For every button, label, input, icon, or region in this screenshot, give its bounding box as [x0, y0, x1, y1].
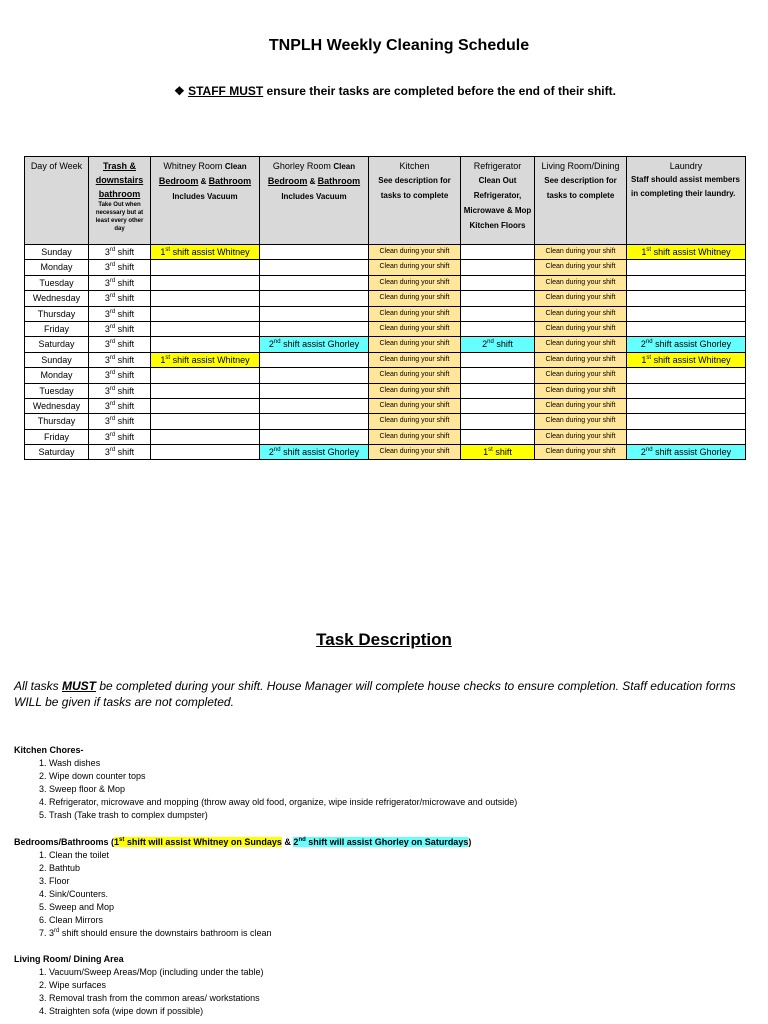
list-item: 4. Straighten sofa (wipe down if possible) — [49, 1005, 263, 1018]
list-item: 1. Clean the toilet — [49, 849, 471, 862]
header-refrigerator: Refrigerator Clean Out Refrigerator, Microwave & Mop Kitchen Floors — [461, 157, 535, 245]
cell-kitchen: Clean during your shift — [369, 445, 461, 460]
cell-kitchen: Clean during your shift — [369, 260, 461, 275]
cell-day: Friday — [25, 321, 89, 336]
cell-trash: 3rd shift — [89, 429, 151, 444]
cell-kitchen: Clean during your shift — [369, 291, 461, 306]
cell-trash: 3rd shift — [89, 321, 151, 336]
cell-whitney — [151, 291, 260, 306]
cell-trash: 3rd shift — [89, 275, 151, 290]
cell-laundry: 1st shift assist Whitney — [627, 245, 746, 260]
table-row — [25, 352, 746, 367]
cell-trash: 3rd shift — [89, 260, 151, 275]
cell-kitchen: Clean during your shift — [369, 352, 461, 367]
cell-ghorley — [260, 245, 369, 260]
list-item: 3. Removal trash from the common areas/ workstations — [49, 992, 263, 1005]
cell-whitney — [151, 337, 260, 352]
cell-laundry — [627, 398, 746, 413]
cell-trash: 3rd shift — [89, 383, 151, 398]
staff-notice — [0, 84, 768, 98]
living-room-heading: Living Room/ Dining Area — [14, 954, 124, 964]
list-item: 3. Sweep floor & Mop — [49, 783, 517, 796]
cell-day: Tuesday — [25, 383, 89, 398]
cell-refrigerator — [461, 306, 535, 321]
table-row — [25, 291, 746, 306]
cell-trash: 3rd shift — [89, 445, 151, 460]
cell-trash: 3rd shift — [89, 368, 151, 383]
cell-trash: 3rd shift — [89, 352, 151, 367]
cell-kitchen: Clean during your shift — [369, 398, 461, 413]
table-row — [25, 306, 746, 321]
cell-whitney — [151, 445, 260, 460]
cell-laundry: 2nd shift assist Ghorley — [627, 337, 746, 352]
cell-kitchen: Clean during your shift — [369, 321, 461, 336]
cell-ghorley — [260, 275, 369, 290]
cell-day: Sunday — [25, 352, 89, 367]
header-living-room: Living Room/Dining See description for tasks to complete — [535, 157, 627, 245]
table-row — [25, 383, 746, 398]
living-room-list — [14, 966, 263, 1018]
cell-day: Friday — [25, 429, 89, 444]
cell-refrigerator — [461, 429, 535, 444]
cell-kitchen: Clean during your shift — [369, 383, 461, 398]
cell-laundry — [627, 260, 746, 275]
cell-whitney — [151, 321, 260, 336]
cell-refrigerator: 2nd shift — [461, 337, 535, 352]
cell-ghorley — [260, 352, 369, 367]
table-row — [25, 245, 746, 260]
table-row — [25, 275, 746, 290]
cell-laundry: 2nd shift assist Ghorley — [627, 445, 746, 460]
cell-day: Saturday — [25, 445, 89, 460]
cell-living: Clean during your shift — [535, 368, 627, 383]
cell-refrigerator — [461, 260, 535, 275]
notice-emphasis: STAFF MUST — [188, 84, 264, 98]
cell-living: Clean during your shift — [535, 352, 627, 367]
cell-refrigerator — [461, 368, 535, 383]
cell-ghorley — [260, 260, 369, 275]
header-whitney: Whitney Room Clean Bedroom & Bathroom Includes Vacuum — [151, 157, 260, 245]
cell-kitchen: Clean during your shift — [369, 368, 461, 383]
cell-trash: 3rd shift — [89, 414, 151, 429]
cell-refrigerator — [461, 275, 535, 290]
saturday-assist-highlight: 2nd shift will assist Ghorley on Saturdays — [293, 837, 469, 847]
cell-laundry — [627, 414, 746, 429]
cell-ghorley — [260, 291, 369, 306]
list-item: 2. Wipe surfaces — [49, 979, 263, 992]
table-row — [25, 260, 746, 275]
kitchen-chores-heading: Kitchen Chores- — [14, 745, 84, 755]
cell-whitney — [151, 414, 260, 429]
cell-whitney — [151, 429, 260, 444]
cell-day: Thursday — [25, 414, 89, 429]
cell-living: Clean during your shift — [535, 245, 627, 260]
list-item: 2. Bathtub — [49, 862, 471, 875]
cell-whitney — [151, 306, 260, 321]
cell-whitney: 1st shift assist Whitney — [151, 352, 260, 367]
cell-day: Monday — [25, 368, 89, 383]
header-kitchen: Kitchen See description for tasks to complete — [369, 157, 461, 245]
cell-refrigerator — [461, 245, 535, 260]
header-day: Day of Week — [25, 157, 89, 245]
list-item: 7. 3rd shift should ensure the downstairs bathroom is clean — [49, 927, 471, 940]
cell-refrigerator — [461, 414, 535, 429]
cell-living: Clean during your shift — [535, 260, 627, 275]
cell-refrigerator — [461, 383, 535, 398]
sunday-assist-highlight: 1st shift will assist Whitney on Sundays — [114, 837, 282, 847]
cell-laundry: 1st shift assist Whitney — [627, 352, 746, 367]
list-item: 3. Floor — [49, 875, 471, 888]
cell-whitney — [151, 383, 260, 398]
cell-ghorley — [260, 368, 369, 383]
list-item: 1. Wash dishes — [49, 757, 517, 770]
cell-ghorley: 2nd shift assist Ghorley — [260, 337, 369, 352]
list-item: 4. Sink/Counters. — [49, 888, 471, 901]
cell-day: Sunday — [25, 245, 89, 260]
cell-refrigerator — [461, 398, 535, 413]
list-item: 6. Clean Mirrors — [49, 914, 471, 927]
cell-refrigerator: 1st shift — [461, 445, 535, 460]
cell-trash: 3rd shift — [89, 245, 151, 260]
cell-trash: 3rd shift — [89, 291, 151, 306]
header-trash: Trash & downstairs bathroom Take Out when necessary but at least every other day — [89, 157, 151, 245]
diamond-bullet-icon: ❖ — [174, 84, 185, 98]
cell-kitchen: Clean during your shift — [369, 337, 461, 352]
table-row — [25, 368, 746, 383]
table-row — [25, 445, 746, 460]
cell-day: Wednesday — [25, 398, 89, 413]
task-description-heading: Task Description — [316, 630, 452, 649]
list-item: 1. Vacuum/Sweep Areas/Mop (including under the table) — [49, 966, 263, 979]
cell-ghorley — [260, 429, 369, 444]
cell-living: Clean during your shift — [535, 414, 627, 429]
table-row — [25, 429, 746, 444]
cell-living: Clean during your shift — [535, 306, 627, 321]
header-ghorley: Ghorley Room Clean Bedroom & Bathroom Includes Vacuum — [260, 157, 369, 245]
cell-day: Saturday — [25, 337, 89, 352]
cell-refrigerator — [461, 291, 535, 306]
cell-kitchen: Clean during your shift — [369, 429, 461, 444]
cell-whitney — [151, 368, 260, 383]
cell-laundry — [627, 321, 746, 336]
cell-kitchen: Clean during your shift — [369, 245, 461, 260]
cell-living: Clean during your shift — [535, 337, 627, 352]
cell-laundry — [627, 291, 746, 306]
cell-laundry — [627, 368, 746, 383]
cell-trash: 3rd shift — [89, 337, 151, 352]
table-row — [25, 337, 746, 352]
bedrooms-section — [14, 836, 471, 940]
table-row — [25, 398, 746, 413]
cell-whitney: 1st shift assist Whitney — [151, 245, 260, 260]
kitchen-chores-list — [14, 757, 517, 822]
table-row — [25, 321, 746, 336]
cell-trash: 3rd shift — [89, 398, 151, 413]
cell-living: Clean during your shift — [535, 445, 627, 460]
cell-living: Clean during your shift — [535, 429, 627, 444]
cell-ghorley — [260, 306, 369, 321]
cell-laundry — [627, 275, 746, 290]
cell-laundry — [627, 383, 746, 398]
cell-ghorley — [260, 414, 369, 429]
cell-day: Wednesday — [25, 291, 89, 306]
cell-kitchen: Clean during your shift — [369, 414, 461, 429]
kitchen-chores-section — [14, 744, 517, 822]
cell-kitchen: Clean during your shift — [369, 306, 461, 321]
cell-trash: 3rd shift — [89, 306, 151, 321]
cell-refrigerator — [461, 352, 535, 367]
cell-living: Clean during your shift — [535, 291, 627, 306]
notice-text: ensure their tasks are completed before the end of their shift. — [263, 84, 616, 98]
cell-living: Clean during your shift — [535, 398, 627, 413]
cell-ghorley — [260, 383, 369, 398]
header-laundry: Laundry Staff should assist members in completing their laundry. — [627, 157, 746, 245]
cell-living: Clean during your shift — [535, 275, 627, 290]
page-title: TNPLH Weekly Cleaning Schedule — [268, 37, 530, 54]
cell-day: Thursday — [25, 306, 89, 321]
cell-ghorley — [260, 321, 369, 336]
cell-laundry — [627, 306, 746, 321]
list-item: 2. Wipe down counter tops — [49, 770, 517, 783]
cell-living: Clean during your shift — [535, 321, 627, 336]
cell-refrigerator — [461, 321, 535, 336]
cell-day: Tuesday — [25, 275, 89, 290]
cell-ghorley: 2nd shift assist Ghorley — [260, 445, 369, 460]
table-header-row — [25, 157, 746, 245]
cell-whitney — [151, 260, 260, 275]
cell-day: Monday — [25, 260, 89, 275]
cell-whitney — [151, 398, 260, 413]
list-item: 5. Sweep and Mop — [49, 901, 471, 914]
list-item: 5. Trash (Take trash to complex dumpster) — [49, 809, 517, 822]
list-item: 4. Refrigerator, microwave and mopping (throw away old food, organize, wipe inside refrigerator/microwave and outside) — [49, 796, 517, 809]
table-row — [25, 414, 746, 429]
bedrooms-heading: Bedrooms/Bathrooms (1st shift will assist Whitney on Sundays & 2nd shift will assist Ghorley on Saturdays) — [14, 837, 472, 847]
task-intro: All tasks MUST be completed during your shift. House Manager will complete house checks to ensure completion. Staff education forms WILL be given if tasks are not completed. — [14, 679, 736, 709]
cell-living: Clean during your shift — [535, 383, 627, 398]
cell-laundry — [627, 429, 746, 444]
cell-whitney — [151, 275, 260, 290]
cell-kitchen: Clean during your shift — [369, 275, 461, 290]
living-room-section — [14, 953, 263, 1018]
bedrooms-list — [14, 849, 471, 940]
cleaning-schedule-table — [24, 156, 746, 460]
cell-ghorley — [260, 398, 369, 413]
